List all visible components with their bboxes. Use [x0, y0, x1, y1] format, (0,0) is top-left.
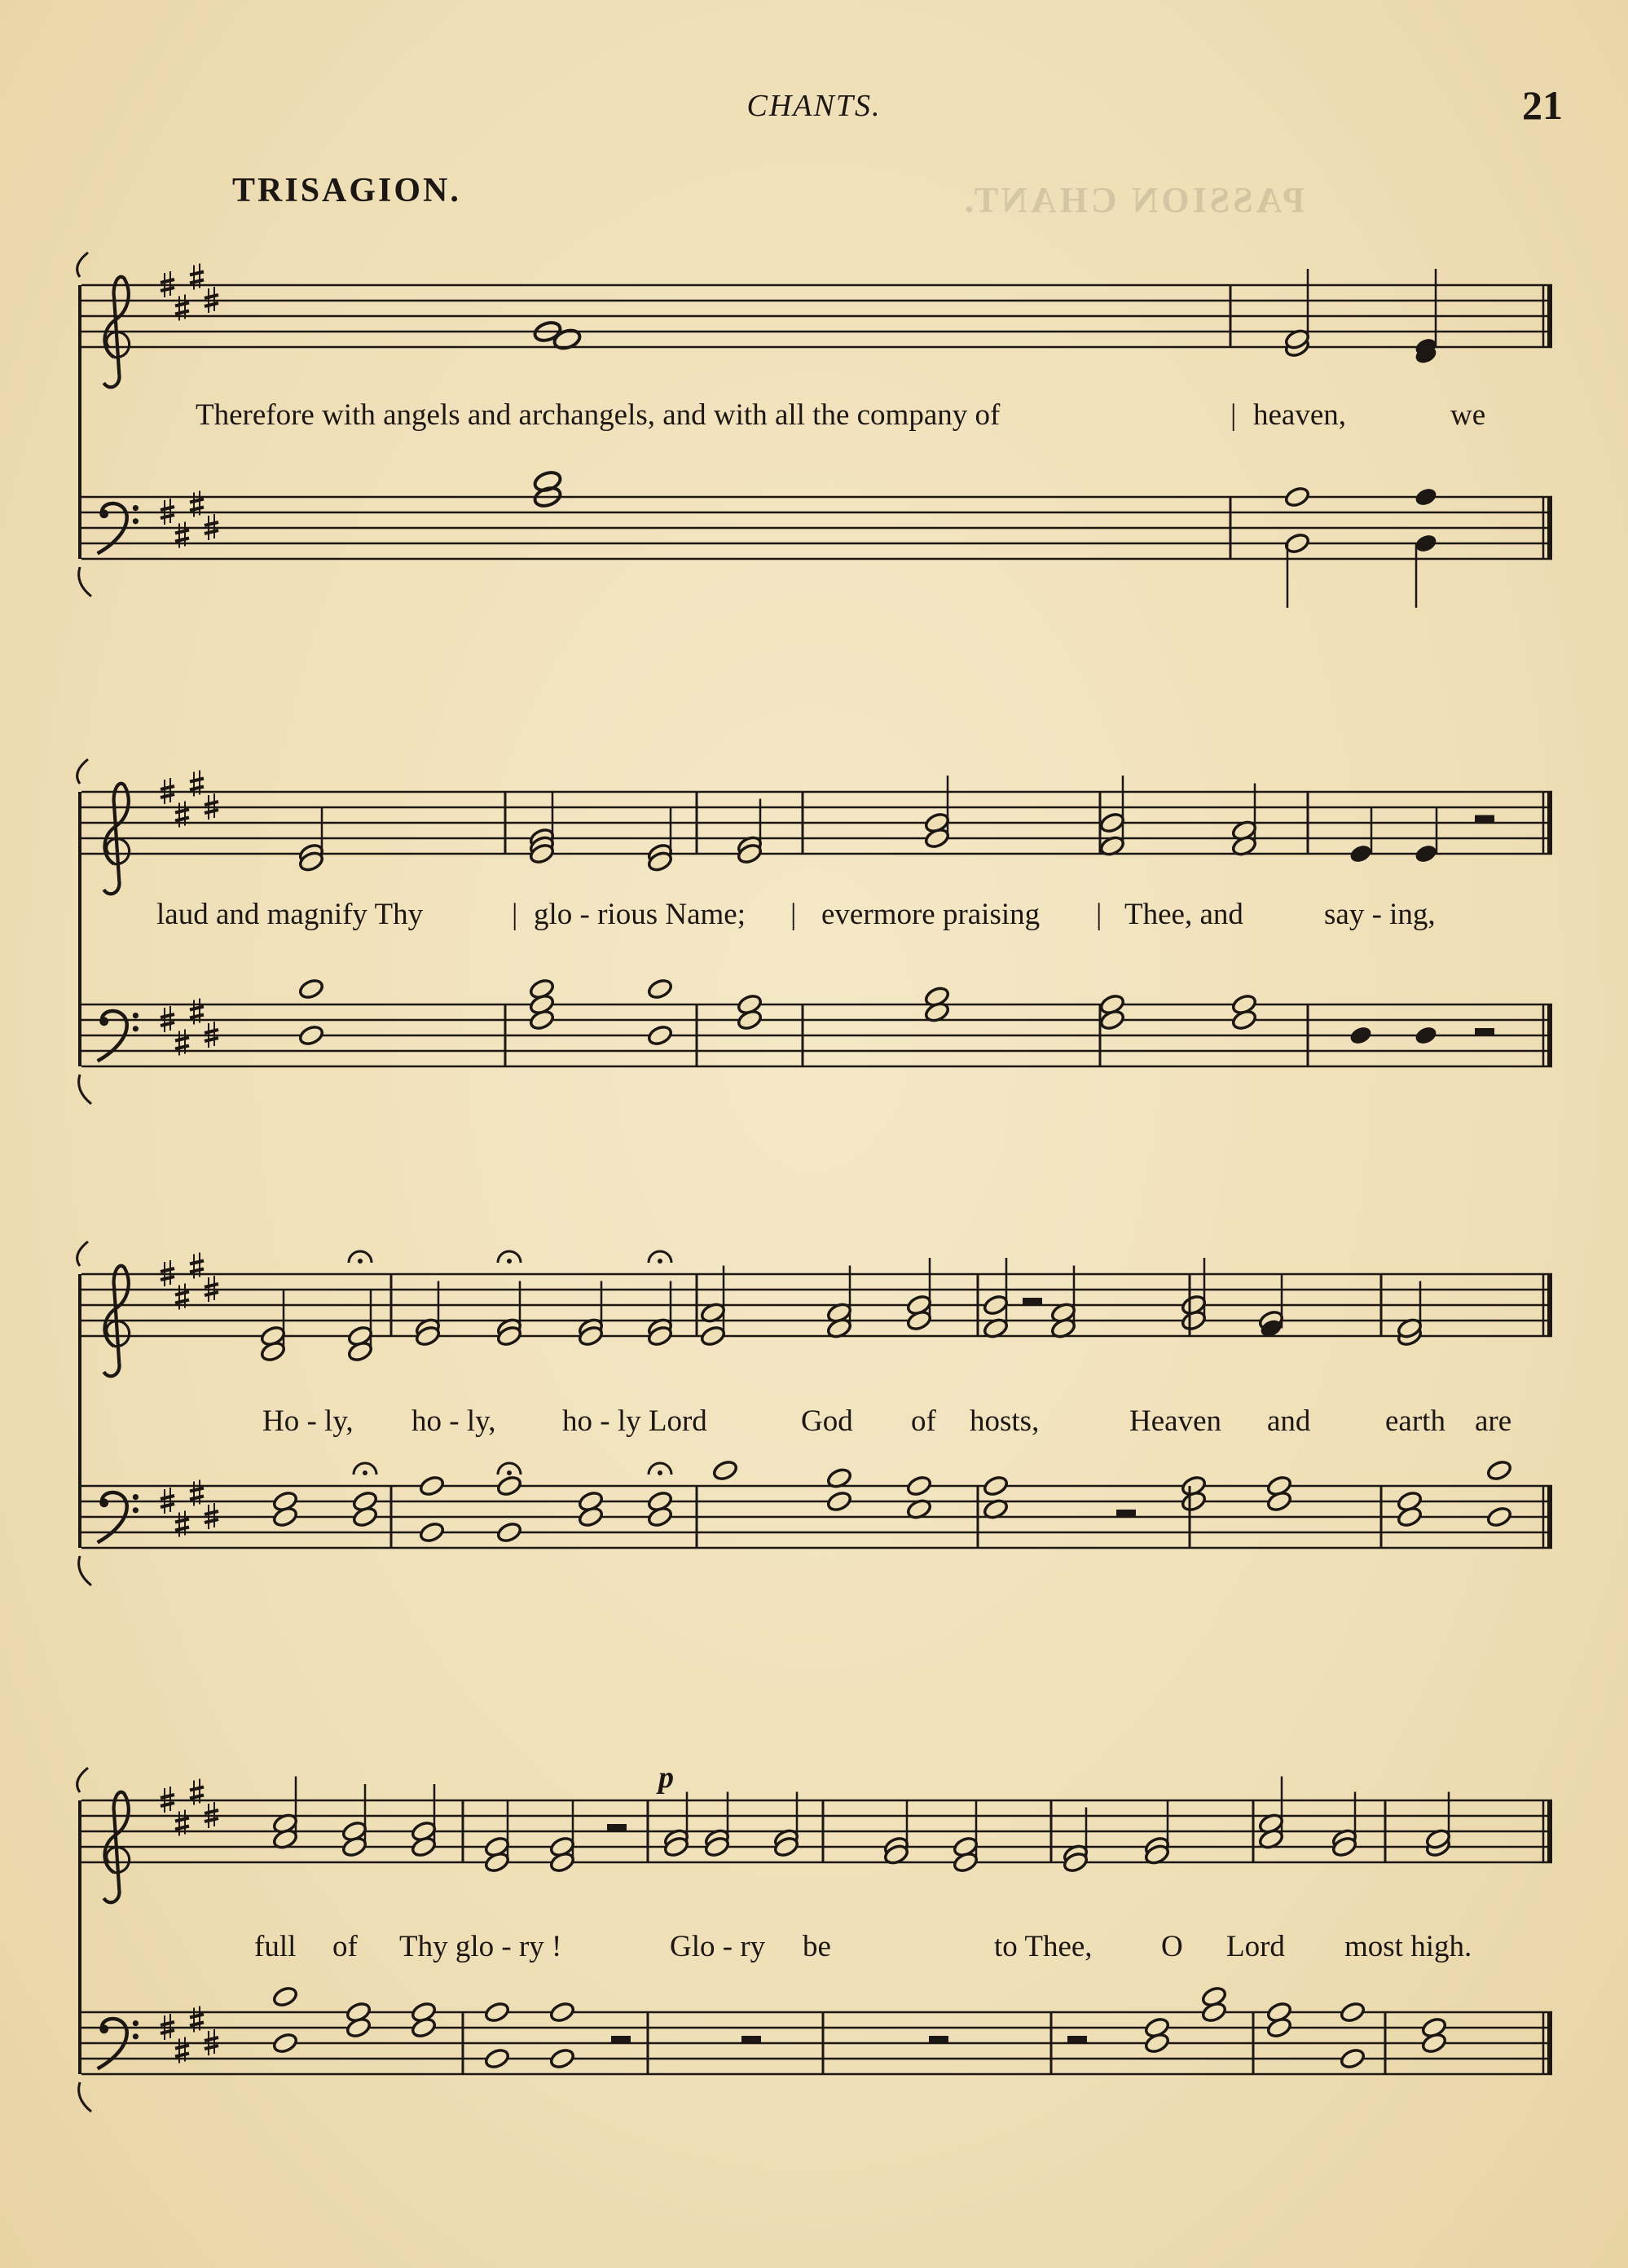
note-head [712, 1459, 739, 1482]
half-rest-icon [1023, 1298, 1042, 1305]
bass-staff [81, 469, 1552, 608]
lyric-syllable: heaven, [1253, 398, 1347, 432]
note-head [1348, 842, 1373, 864]
lyric-syllable: of [332, 1930, 358, 1963]
bracket-bottom [79, 1075, 91, 1104]
note-head [700, 1325, 727, 1347]
note-head [1340, 2047, 1366, 2070]
note-head [484, 2047, 511, 2070]
lyric-syllable: glo - rious Name; [534, 898, 746, 931]
lyric-syllable: ho - ly, [411, 1404, 496, 1438]
lyric-syllable: to Thee, [994, 1930, 1093, 1963]
half-rest-icon [929, 2036, 948, 2043]
lyric-syllable: be [803, 1930, 831, 1963]
lyric-syllable: evermore praising [821, 898, 1041, 931]
lyric-syllable: ho - ly Lord [562, 1404, 707, 1438]
note-head [983, 1475, 1010, 1497]
note-head [549, 2001, 576, 2024]
show-through-text: PASSION CHANT. [961, 180, 1305, 220]
lyric-syllable: O [1161, 1930, 1183, 1963]
treble-staff [81, 771, 1552, 894]
note-head [647, 978, 674, 1000]
fermata-icon [498, 1251, 521, 1264]
note-head [647, 1024, 674, 1047]
lyric-syllable: Glo - ry [670, 1930, 766, 1963]
note-head [496, 1475, 523, 1497]
note-head [1413, 842, 1438, 864]
lyric-syllable: God [801, 1404, 853, 1438]
fermata-icon [498, 1463, 521, 1475]
lyric-syllable: Lord [1226, 1930, 1285, 1963]
fermata-icon [649, 1251, 671, 1264]
piece-title: TRISAGION. [232, 172, 461, 209]
lyric-syllable: Therefore with angels and archangels, and with all the company of [196, 398, 1001, 432]
note-head [298, 1024, 325, 1047]
note-head [272, 2032, 299, 2055]
lyric-syllable: laud and magnify Thy [156, 898, 424, 931]
note-head [484, 2001, 511, 2024]
lyric-syllable: full [254, 1930, 297, 1963]
half-rest-icon [1475, 815, 1494, 823]
note-head [1099, 811, 1126, 834]
page-number: 21 [1522, 82, 1563, 128]
bass-staff [81, 1985, 1552, 2074]
bracket-top [77, 1768, 88, 1792]
lyric-syllable: Thee, and [1124, 898, 1243, 931]
lyric-syllable: are [1475, 1404, 1512, 1438]
note-head [419, 1521, 446, 1544]
bracket-top [77, 1242, 88, 1266]
fermata-icon [349, 1251, 372, 1264]
lyric-syllable: of [911, 1404, 936, 1438]
lyric-syllable: Thy glo - ry ! [399, 1930, 562, 1963]
treble-staff [81, 1251, 1552, 1376]
half-rest-icon [1475, 1028, 1494, 1035]
bracket-bottom [79, 1556, 91, 1585]
bass-staff [81, 978, 1552, 1066]
note-head [1413, 1024, 1438, 1046]
lyric-divider: | [512, 898, 518, 931]
note-head [826, 1490, 853, 1513]
fermata-icon [649, 1463, 671, 1475]
dynamic-marking: p [658, 1760, 674, 1795]
lyric-syllable: Heaven [1129, 1404, 1221, 1438]
lyric-syllable: hosts, [970, 1404, 1040, 1438]
note-head [298, 978, 325, 1000]
lyric-syllable: Ho - ly, [262, 1404, 354, 1438]
lyric-syllable: say - ing, [1324, 898, 1436, 931]
bass-staff [81, 1459, 1552, 1548]
note-head [1284, 486, 1311, 508]
note-head [1486, 1505, 1513, 1528]
note-head [272, 1985, 299, 2008]
note-head [1486, 1459, 1513, 1482]
bracket-top [77, 759, 88, 784]
note-head [983, 1294, 1010, 1316]
half-rest-icon [607, 1824, 627, 1831]
bracket-top [77, 253, 88, 277]
bracket-bottom [79, 567, 91, 596]
note-head [496, 1521, 523, 1544]
lyric-divider: | [790, 898, 797, 931]
note-head [549, 2047, 576, 2070]
note-head [1340, 2001, 1366, 2024]
running-head: CHANTS. [746, 89, 882, 123]
note-head [1348, 1024, 1373, 1046]
half-rest-icon [1116, 1510, 1136, 1517]
lyric-syllable: we [1450, 398, 1486, 432]
lyric-divider: | [1230, 398, 1237, 432]
lyric-syllable: and [1267, 1404, 1311, 1438]
half-rest-icon [741, 2036, 761, 2043]
lyric-syllable: most high. [1344, 1930, 1472, 1963]
fermata-icon [354, 1463, 376, 1475]
lyric-syllable: earth [1385, 1404, 1445, 1438]
note-head [1413, 486, 1438, 508]
note-head [906, 1475, 933, 1497]
treble-staff [81, 1777, 1552, 1903]
half-rest-icon [1067, 2036, 1087, 2043]
bracket-bottom [79, 2082, 91, 2112]
treble-staff [81, 264, 1552, 388]
note-head [419, 1475, 446, 1497]
half-rest-icon [611, 2036, 631, 2043]
lyric-divider: | [1096, 898, 1102, 931]
